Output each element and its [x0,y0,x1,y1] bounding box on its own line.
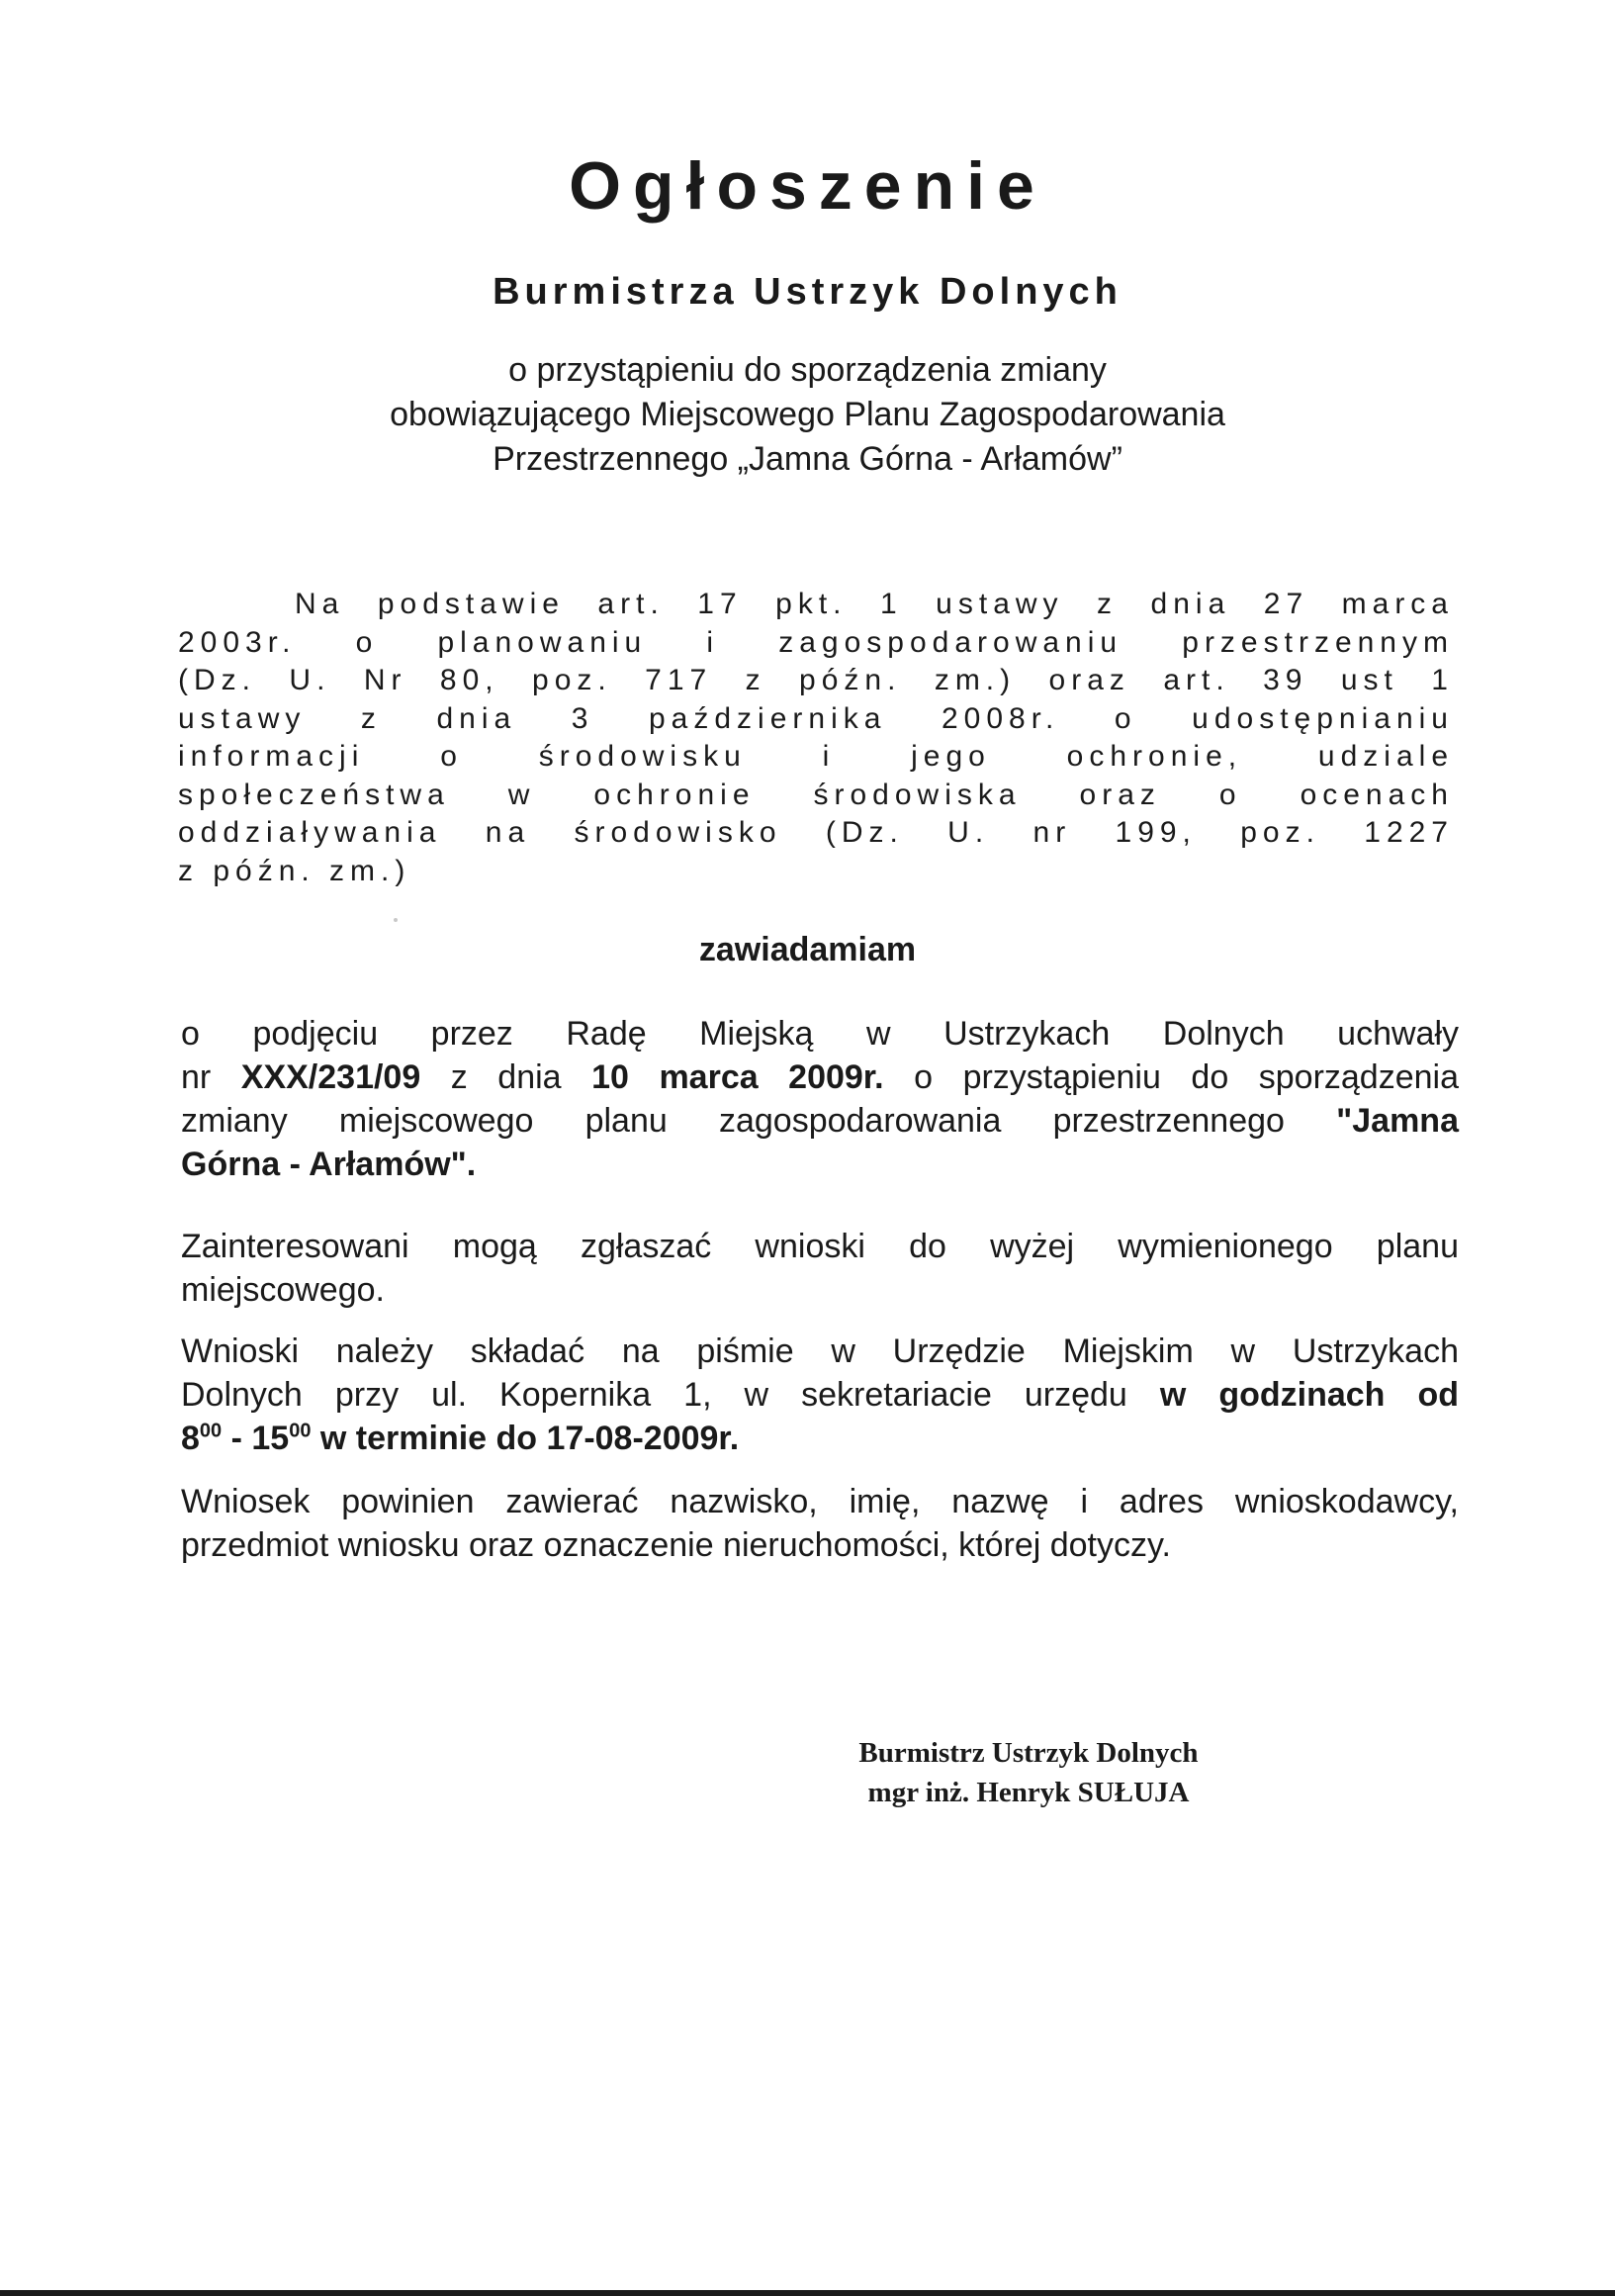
signature-name: mgr inż. Henryk SUŁUJA [867,1777,1190,1808]
intro-line-5: informacji o środowisku i jego ochronie, udziale [178,740,1454,773]
interested-paragraph [181,1225,1459,1312]
p3-line-1: Wnioski należy składać na piśmie w Urzędzie Miejskim w Ustrzykach [181,1332,1459,1370]
submission-paragraph [181,1330,1459,1460]
intro-line-3: (Dz. U. Nr 80, poz. 717 z późn. zm.) oraz art. 39 ust 1 [178,664,1454,696]
p1-line-2 [181,1056,1459,1099]
document-title: Ogłoszenie [569,148,1046,224]
p1-line-1: o podjęciu przez Radę Miejską w Ustrzykach Dolnych uchwały [181,1015,1459,1053]
content-paragraph [181,1480,1459,1567]
deadline: w terminie do 17-08-2009r. [311,1420,740,1457]
p3-line-3 [181,1417,1459,1460]
hour-dash: - [222,1420,252,1457]
intro-line-2: 2003r. o planowaniu i zagospodarowaniu przestrzennym [178,625,1454,659]
hours-label: w godzinach od [1159,1376,1459,1414]
p1-text: o przystąpieniu do sporządzenia [883,1058,1459,1096]
scan-speck [394,918,398,922]
intro-line-6: społeczeństwa w ochronie środowiska oraz o ocenach [178,778,1454,811]
intro-line-1: Na podstawie art. 17 pkt. 1 ustawy z dnia 27 marca [295,588,1454,620]
intro-line-7: oddziaływania na środowisko (Dz. U. nr 199, poz. 1227 [178,816,1454,849]
plan-name-end: Górna - Arłamów". [181,1146,477,1183]
p4-line-2: przedmiot wniosku oraz oznaczenie nieruchomości, której dotyczy. [181,1526,1171,1564]
resolution-date: 10 marca 2009r. [591,1058,884,1096]
p3-line-2 [181,1373,1459,1417]
signature-title: Burmistrz Ustrzyk Dolnych [858,1737,1199,1769]
intro-line-4: ustawy z dnia 3 października 2008r. o udostępnianiu [178,701,1454,735]
document-heading [0,348,1615,482]
resolution-paragraph [181,1012,1459,1186]
p4-line-1: Wniosek powinien zawierać nazwisko, imię, nazwę i adres wnioskodawcy, [181,1483,1459,1520]
p2-line-1: Zainteresowani mogą zgłaszać wnioski do wyżej wymienionego planu [181,1228,1459,1265]
hour-from-minutes: 00 [199,1420,223,1442]
p1-line-4 [181,1143,1459,1186]
p2-line-2: miejscowego. [181,1271,385,1309]
p1-text: zmiany miejscowego planu zagospodarowania przestrzennego [181,1102,1337,1140]
p3-text: Dolnych przy ul. Kopernika 1, w sekretariacie urzędu [181,1376,1160,1414]
legal-basis-paragraph [178,586,1454,890]
p1-text: nr [181,1058,241,1096]
document-subtitle: Burmistrza Ustrzyk Dolnych [493,271,1122,313]
scan-edge [0,2290,1615,2296]
hour-from: 8 [181,1420,200,1457]
hour-to-minutes: 00 [289,1420,312,1442]
heading-line-3: Przestrzennego „Jamna Górna - Arłamów” [493,440,1122,478]
notify-word: zawiadamiam [698,931,917,968]
heading-line-2: obowiązującego Miejscowego Planu Zagospodarowania [390,396,1225,433]
resolution-number: XXX/231/09 [240,1058,421,1096]
p1-line-3 [181,1099,1459,1143]
plan-name-start: "Jamna [1336,1102,1459,1140]
intro-line-8: z późn. zm.) [178,854,411,887]
p1-text: z dnia [420,1058,592,1096]
heading-line-1: o przystąpieniu do sporządzenia zmiany [508,351,1107,389]
hour-to: 15 [251,1420,290,1457]
